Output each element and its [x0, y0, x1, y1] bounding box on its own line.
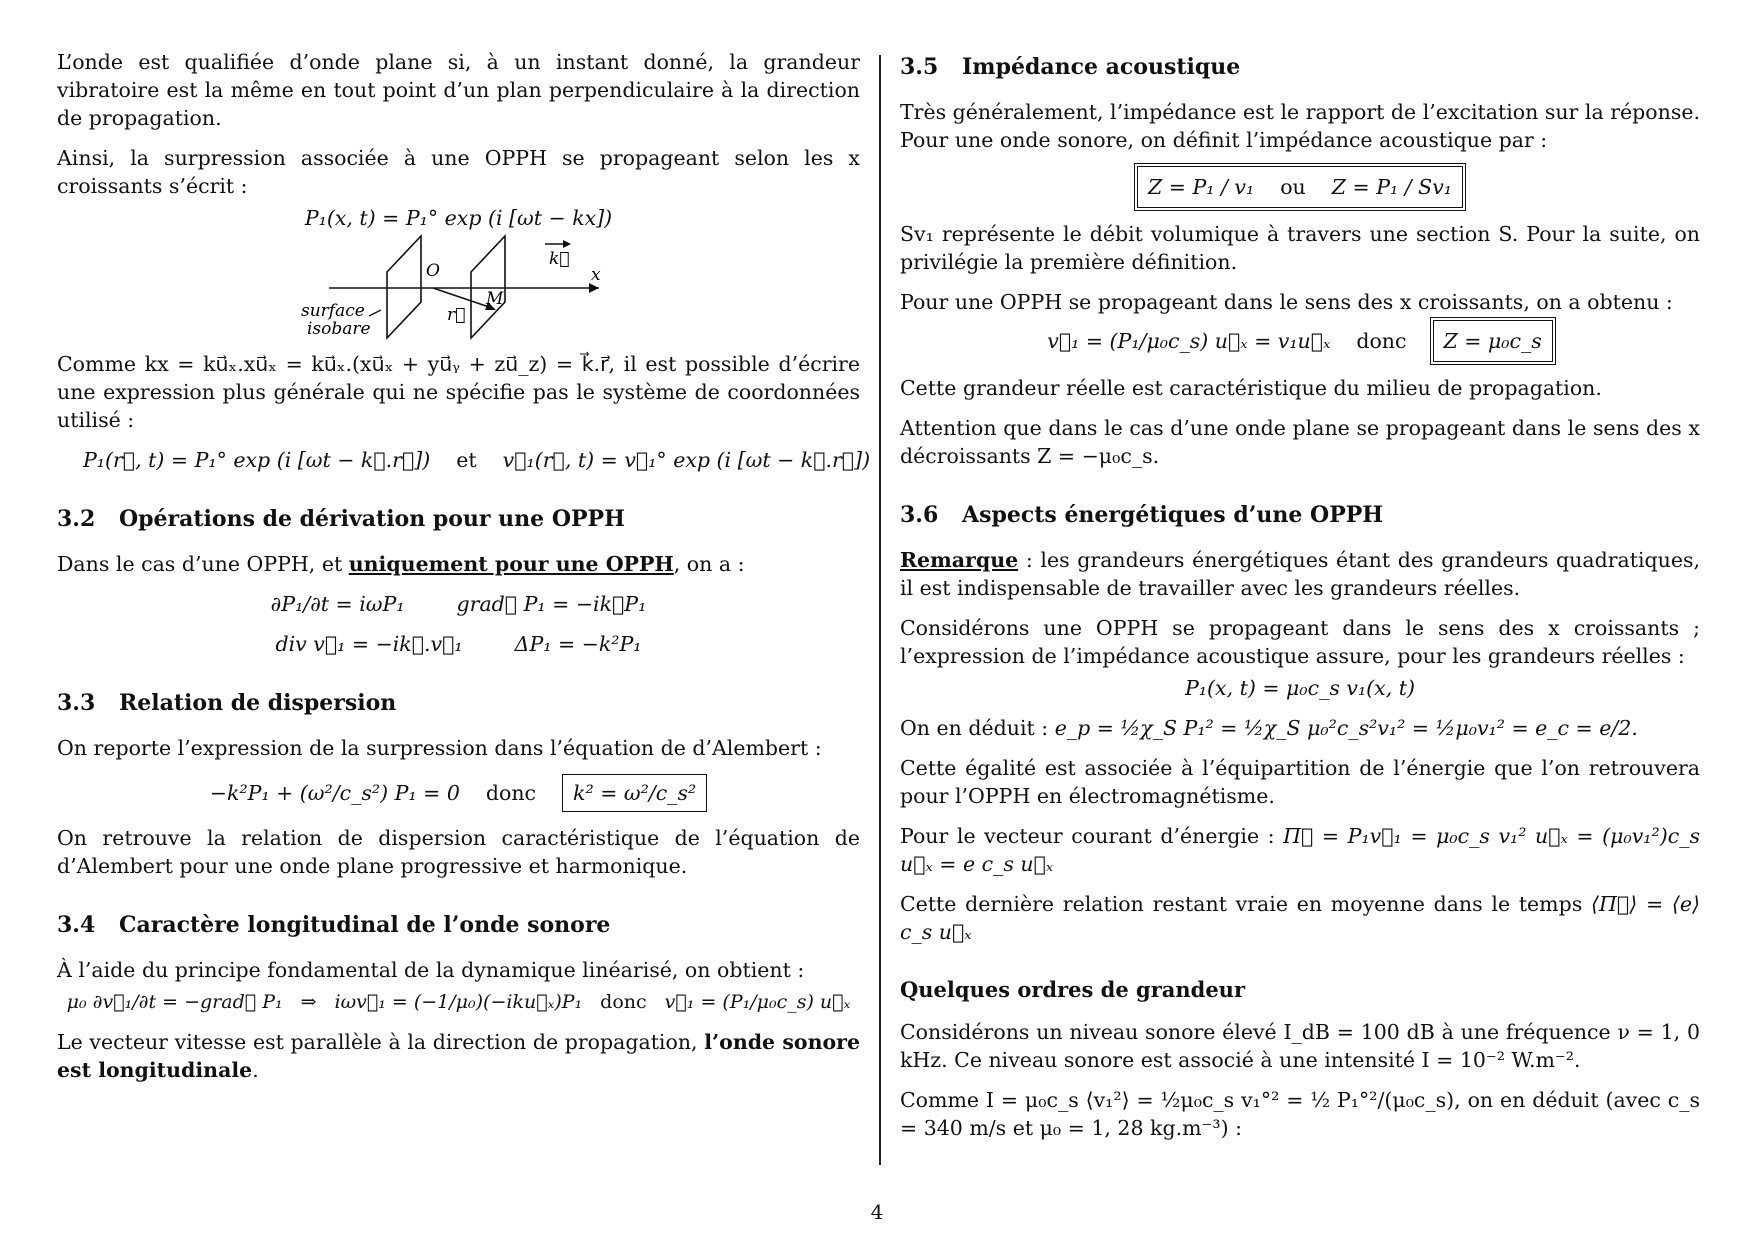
paragraph-3-4-conclusion — [57, 1028, 860, 1084]
equation-z-flow: Z = P₁ / Sv₁ — [1331, 175, 1452, 199]
paragraph-3-6-deduit — [900, 714, 1700, 742]
paragraph-3-6-courant — [900, 822, 1700, 878]
section-title: Relation de dispersion — [119, 690, 397, 716]
plane-left — [387, 236, 421, 338]
section-number: 3.3 — [57, 690, 96, 716]
equation-mean-flux: ⟨Π⃗⟩ = ⟨e⟩ c_s u⃗ₓ — [900, 892, 1700, 944]
equation-energy: e_p = ½χ_S P₁² = ½χ_S μ₀²c_s²v₁² = ½μ₀v₁² = e_c = e/2. — [1054, 716, 1638, 740]
equation-p1: P₁(x, t) = P₁° exp (i [ωt − kx]) — [304, 206, 613, 230]
section-title: Caractère longitudinal de l’onde sonore — [119, 912, 611, 938]
equation-impedance-def — [900, 166, 1700, 208]
equation-impedance-boxed — [1137, 166, 1463, 208]
equation-derivation-row-1 — [57, 590, 860, 618]
paragraph-3-5-debit: Sv₁ représente le débit volumique à travers une section S. Pour la suite, on privilégie la première définition. — [900, 222, 1700, 274]
page-number: 4 — [870, 1200, 884, 1224]
label-r: r⃗ — [446, 305, 465, 325]
section-title: Aspects énergétiques d’une OPPH — [962, 502, 1384, 528]
equation-time-derivative: ∂P₁/∂t = iωP₁ — [270, 592, 405, 616]
label-k: k⃗ — [548, 249, 570, 269]
text-run: Le vecteur vitesse est parallèle à la direction de propagation, — [57, 1030, 705, 1054]
equation-iw-v: iωv⃗₁ = (−1/μ₀)(−iku⃗ₓ)P₁ — [334, 991, 583, 1013]
equation-impedance-opph — [900, 320, 1700, 362]
text-run: On en déduit : — [900, 716, 1049, 740]
paragraph-3-5-reelle: Cette grandeur réelle est caractéristique du milieu de propagation. — [900, 376, 1602, 400]
paragraph-ordres-1: Considérons un niveau sonore élevé I_dB = 100 dB à une fréquence ν = 1, 0 kHz. Ce niveau sonore est associé à une intensité I = 10⁻² W.m⁻². — [900, 1020, 1700, 1072]
text-run: Dans le cas d’une OPPH, et — [57, 552, 349, 576]
equation-energy-flux: Π⃗ = P₁v⃗₁ = μ₀c_s v₁² u⃗ₓ = (μ₀v₁²)c_s u⃗ₓ = e c_s u⃗ₓ — [900, 824, 1700, 876]
label-origin: O — [425, 261, 440, 281]
k-vector-arrowhead — [563, 240, 571, 248]
subsection-ordres-de-grandeur: Quelques ordres de grandeur — [900, 977, 1246, 1002]
equation-divergence: div v⃗₁ = −ik⃗.v⃗₁ — [275, 632, 463, 656]
column-divider — [879, 55, 881, 1165]
equation-dalembert: −k²P₁ + (ω²/c_s²) P₁ = 0 — [209, 781, 460, 805]
emphasis-opph: uniquement pour une OPPH — [348, 552, 674, 576]
section-number: 3.5 — [900, 54, 939, 80]
equation-ou: ou — [1280, 175, 1306, 199]
equation-general — [57, 446, 871, 474]
equation-general-et: et — [456, 448, 477, 472]
text-run: . — [252, 1058, 259, 1082]
label-remarque: Remarque — [900, 548, 1019, 572]
equation-donc: donc — [485, 781, 537, 805]
paragraph-ainsi: Ainsi, la surpression associée à une OPPH se propageant selon les x croissants s’écrit : — [57, 146, 860, 198]
label-surface: surface — [300, 301, 365, 321]
text-run: : les grandeurs énergétiques étant des grandeurs quadratiques, il est indispensable de travailler avec les grandeurs réelles. — [900, 548, 1700, 600]
section-title: Opérations de dérivation pour une OPPH — [119, 506, 625, 532]
equation-z-pressure-velocity: Z = P₁ / v₁ — [1147, 175, 1255, 199]
equation-laplacian: ΔP₁ = −k²P₁ — [514, 632, 642, 656]
text-run: Cette dernière relation restant vraie en moyenne dans le temps — [900, 892, 1583, 916]
text-run: , on a : — [673, 552, 745, 576]
paragraph-3-6-considerons: Considérons une OPPH se propageant dans le sens des x croissants ; l’expression de l’impédance acoustique assure, pour les grandeurs réelles : — [900, 616, 1700, 668]
label-isobare: isobare — [306, 319, 371, 339]
label-x: x — [590, 265, 601, 285]
paragraph-3-2 — [57, 550, 860, 578]
paragraph-3-5-opph: Pour une OPPH se propageant dans le sens des x croissants, on a obtenu : — [900, 290, 1673, 314]
equation-v1: v⃗₁ = (P₁/μ₀c_s) u⃗ₓ — [664, 991, 851, 1013]
paragraph-3-6-moyenne — [900, 890, 1700, 946]
equation-implies: ⇒ — [300, 991, 317, 1013]
section-3-4-heading — [57, 910, 860, 940]
paragraph-3-5-intro: Très généralement, l’impédance est le rapport de l’excitation sur la réponse. Pour une onde sonore, on définit l’impédance acoustique par : — [900, 100, 1700, 152]
equation-dispersion — [57, 774, 860, 812]
right-column — [900, 48, 1700, 1154]
section-3-3-heading — [57, 688, 860, 718]
paragraph-ordres-2: Comme I = μ₀c_s ⟨v₁²⟩ = ½μ₀c_s v₁°² = ½ P₁°²/(μ₀c_s), on en déduit (avec c_s = 340 m/s et μ₀ = 1, 28 kg.m⁻³) : — [900, 1088, 1700, 1140]
section-3-2-heading — [57, 504, 860, 534]
section-3-6-heading — [900, 500, 1700, 530]
equation-dispersion-boxed: k² = ω²/c_s² — [562, 774, 707, 812]
equation-z-boxed: Z = μ₀c_s — [1433, 320, 1553, 362]
plane-right — [471, 236, 505, 338]
paragraph-remarque — [900, 546, 1700, 602]
paragraph-3-5-attention: Attention que dans le cas d’une onde plane se propageant dans le sens des x décroissants Z = −μ₀c_s. — [900, 416, 1700, 468]
equation-general-pressure: P₁(r⃗, t) = P₁° exp (i [ωt − k⃗.r⃗]) — [83, 448, 431, 472]
label-point-m: M — [485, 289, 503, 309]
paragraph-3-6-equipartition: Cette égalité est associée à l’équipartition de l’énergie que l’on retrouvera pour l’OPPH en électromagnétisme. — [900, 756, 1700, 808]
equation-velocity: v⃗₁ = (P₁/μ₀c_s) u⃗ₓ = v₁u⃗ₓ — [1047, 329, 1331, 353]
paragraph-comme: Comme kx = ku⃗ₓ.xu⃗ₓ = ku⃗ₓ.(xu⃗ₓ + yu⃗ᵧ + zu⃗_z) = k⃗.r⃗, il est possible d’écrire une expression plus générale qui ne spécifie pas le système de coordonnées utilisé : — [57, 352, 860, 432]
paragraph-3-3-intro: On reporte l’expression de la surpression dans l’équation de d’Alembert : — [57, 736, 822, 760]
section-number: 3.2 — [57, 506, 96, 532]
equation-general-velocity: v⃗₁(r⃗, t) = v⃗₁° exp (i [ωt − k⃗.r⃗]) — [502, 448, 871, 472]
equation-longitudinal — [57, 988, 860, 1016]
paragraph-3-3-conclusion: On retrouve la relation de dispersion caractéristique de l’équation de d’Alembert pour une onde plane progressive et harmonique. — [57, 826, 860, 878]
equation-gradient: grad⃗ P₁ = −ik⃗P₁ — [456, 592, 647, 616]
plane-wave-diagram — [299, 232, 619, 344]
equation-pressure-velocity-real: P₁(x, t) = μ₀c_s v₁(x, t) — [1185, 676, 1415, 700]
equation-pfd: μ₀ ∂v⃗₁/∂t = −grad⃗ P₁ — [66, 991, 283, 1013]
section-3-5-heading — [900, 52, 1700, 82]
section-title: Impédance acoustique — [962, 54, 1241, 80]
section-number: 3.4 — [57, 912, 96, 938]
paragraph-3-4-intro: À l’aide du principe fondamental de la dynamique linéarisé, on obtient : — [57, 958, 805, 982]
text-run: Pour le vecteur courant d’énergie : — [900, 824, 1275, 848]
equation-derivation-row-2 — [57, 630, 860, 658]
paragraph-onde-plane: L’onde est qualifiée d’onde plane si, à un instant donné, la grandeur vibratoire est la même en tout point d’un plan perpendiculaire à la direction de propagation. — [57, 50, 860, 130]
section-number: 3.6 — [900, 502, 939, 528]
surface-pointer — [369, 310, 381, 316]
emphasis-longitudinal: l’onde sonore est longitudinale — [57, 1030, 861, 1082]
equation-donc: donc — [1356, 329, 1407, 353]
equation-donc: donc — [600, 991, 647, 1013]
left-column — [57, 48, 871, 1096]
